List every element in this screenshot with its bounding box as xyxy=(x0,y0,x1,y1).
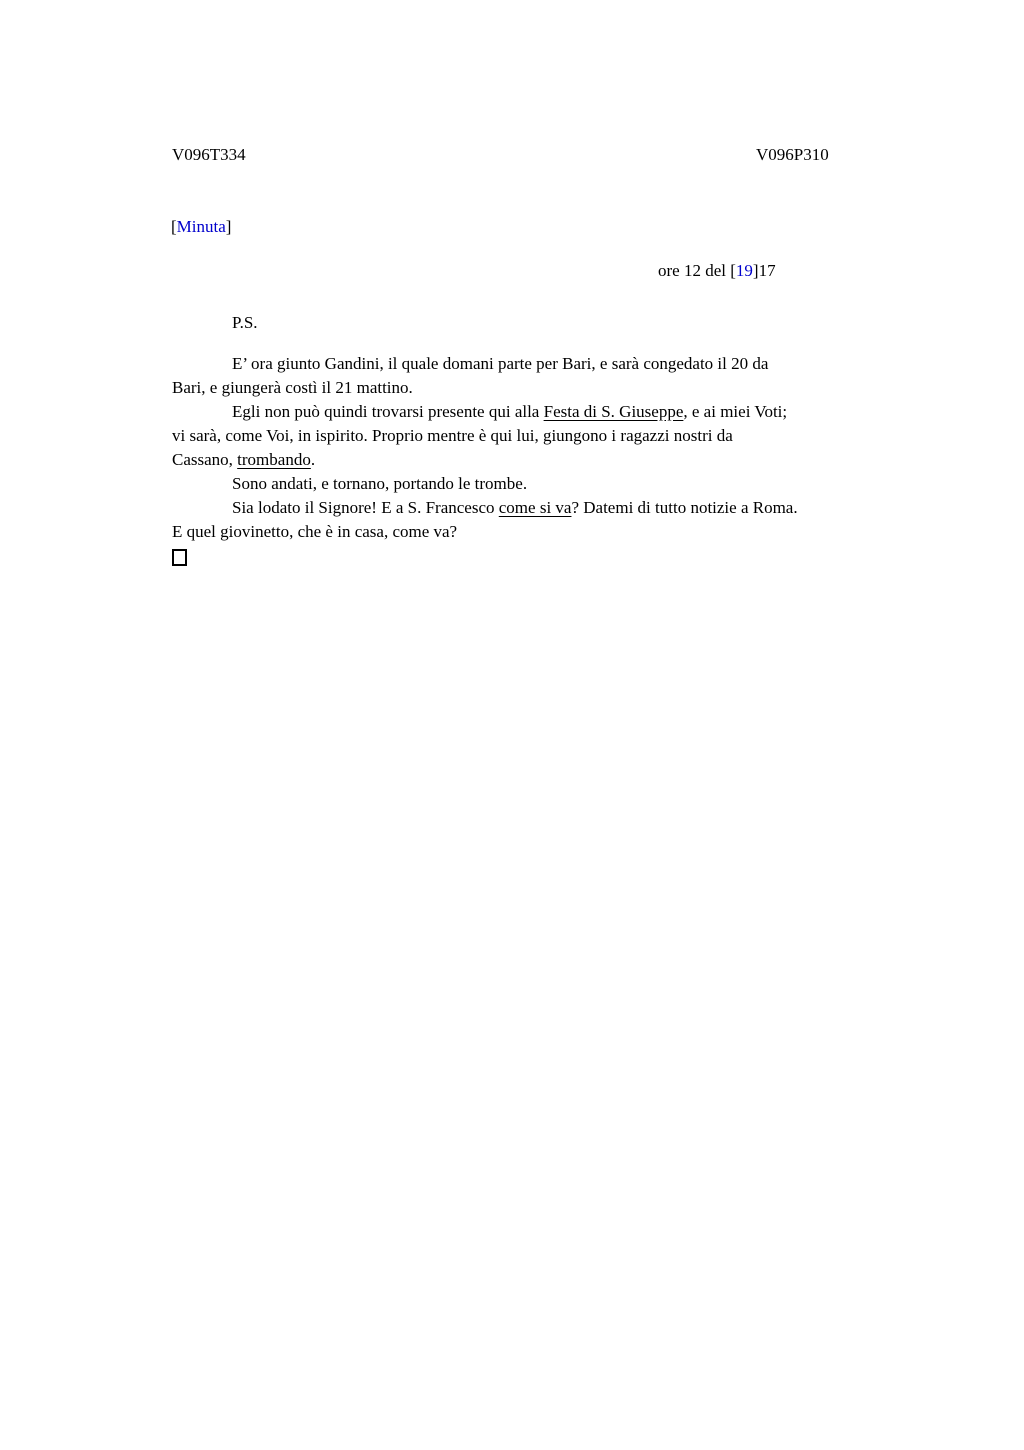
letter-body xyxy=(172,352,952,568)
date-insertion-link[interactable]: 19 xyxy=(735,261,753,280)
letter-text: E’ ora giunto Gandini, il quale domani parte per Bari, e sarà congedato il 20 da xyxy=(232,354,769,373)
letter-text: Bari, e giungerà costì il 21 mattino. xyxy=(172,378,413,397)
letter-line xyxy=(172,548,952,568)
minuta-line xyxy=(171,217,231,237)
letter-line xyxy=(172,472,952,496)
underlined-text: Festa di S. Giuseppe xyxy=(543,402,684,421)
minuta-bracket-close: ] xyxy=(225,217,232,236)
letter-text: vi sarà, come Voi, in ispirito. Proprio mentre è qui lui, giungono i ragazzi nostri da xyxy=(172,426,733,445)
underlined-text: come si va xyxy=(498,498,572,517)
underlined-text: trombando xyxy=(237,450,311,469)
letter-line xyxy=(172,376,952,400)
letter-text: Sono andati, e tornano, portando le trombe. xyxy=(232,474,528,493)
date-bracket-open: [ xyxy=(730,261,736,280)
date-line xyxy=(658,261,776,281)
letter-text: E quel giovinetto, che è in casa, come va? xyxy=(172,522,458,541)
postscript-label: P.S. xyxy=(232,313,258,332)
letter-line xyxy=(172,448,952,472)
letter-line xyxy=(172,400,952,424)
letter-line xyxy=(172,496,952,520)
letter-text: Cassano, xyxy=(172,450,238,469)
letter-text: , e ai miei Voti; xyxy=(683,402,788,421)
minuta-link[interactable]: Minuta xyxy=(176,217,226,236)
date-prefix: ore 12 del xyxy=(658,261,731,280)
letter-text: Sia lodato il Signore! E a S. Francesco xyxy=(232,498,499,517)
document-code-left: V096T334 xyxy=(172,145,246,164)
letter-text: . xyxy=(310,450,316,469)
letter-text: Egli non può quindi trovarsi presente qui alla xyxy=(232,402,544,421)
letter-line xyxy=(172,424,952,448)
letter-line xyxy=(172,352,952,376)
letter-text: ? Datemi di tutto notizie a Roma. xyxy=(571,498,798,517)
minuta-bracket-open: [ xyxy=(171,217,177,236)
letter-line xyxy=(172,520,952,544)
placeholder-square-glyph xyxy=(172,549,187,566)
document-code-right: V096P310 xyxy=(756,145,829,164)
date-bracket-close: ] xyxy=(752,261,759,280)
date-suffix: 17 xyxy=(758,261,776,280)
